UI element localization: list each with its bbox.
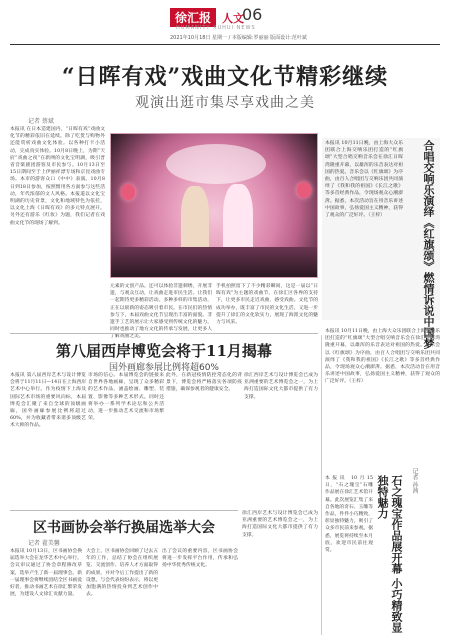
expo-subtitle: 国外画廊参展比例将超60% xyxy=(108,363,219,373)
expo-col-2: 市场的信心。本届博览会的链接来自世界各地画廊，呈现了众多精彩的艺术作品，涵盖绘画、雕塑、装置、影像等多种艺术形式。同时还将举办一系列学术论坛和公共活动，进一步推动艺术交流和市场繁荣。 xyxy=(88,373,164,422)
sidebar-body-continued: 本报讯 10月11日晚，由上海大众乐团联合上海交响乐团打造的“红旗颂”大型合唱交响音乐会在徐汇日晖湾隆重开幕，以雄浑的乐音表达对祖国的热爱。音乐会以《红旗颂》为序曲，由百人合唱团与交响乐团共同演绎了《我和我的祖国》《长江之歌》等多首经典作品，令现场观众心潮澎湃。据悉，本次活动旨在用音乐讲述中国故事，弘扬爱国主义精神，获得了观众的广泛好评。（王梓） xyxy=(325,329,440,385)
divider xyxy=(10,333,318,334)
section-en: HUMANITY xyxy=(176,25,211,31)
main-col-3: 手机拍照留下了不少精彩瞬间，这是一届以“日晖有戏”为主题的戏曲节，在徐汇区各界的支持下，让更多市民走近戏曲、感受戏曲。文化节的成功举办，既丰富了市民的文化生活，又进一步提升了徐汇的文化软实力，展现了海派文化的魅力与风采。 xyxy=(216,284,318,326)
expo-col-4: 徐汇西岸艺术与设计博览会已成为亚洲重要的艺术博览会之一，为上海打造国际文化大都市提供了有力支撑。 xyxy=(244,373,318,400)
painting-byline: 记者 翟美馨 xyxy=(28,540,60,547)
expo-col-1: 本报讯 第八届西岸艺术与设计博览会将于11月11日—14日在上海西岸艺术中心举行。作为疫情下上海及国际艺术市场的重要风向标，本届博览会汇聚了来自全球的顶级画廊，国外画廊参展比例将超过60%，并为收藏者带来诸多顶级艺术大师的作品。 xyxy=(10,373,86,429)
dateline: 2021年10月18日 星期一 / 本版编辑:罗丽丽 版面设计:范叶斌 xyxy=(170,35,307,41)
sidebar-title: 合唱交响乐演绎《红旗颂》燃情诉说中国梦 xyxy=(422,140,435,349)
painting-title: 区书画协会举行换届选举大会 xyxy=(33,520,215,536)
sidebar-body: 本报讯 10月11日晚，由上海大众乐团联合上海交响乐团打造的“红旗颂”大型合唱交响音乐会在徐汇日晖湾隆重开幕，以雄浑的乐音表达对祖国的热爱。音乐会以《红旗颂》为序曲，由百人合唱团与交响乐团共同演绎了《我和我的祖国》《长江之歌》等多首经典作品，令现场观众心潮澎湃。据悉，本次活动旨在用音乐讲述中国故事，弘扬爱国主义精神，获得了观众的广泛好评。（王梓） xyxy=(325,141,403,219)
opera-photo xyxy=(110,133,318,278)
main-col-2: 元素的文创产品。还可以体验非遗刺绣，开展非遗，与观众互动，让戏曲走进市民生活。让我们一起期待更多精彩活动。多种多样的市集活动，正在以崭新的姿态吸引着市民。在市民们的热情参与下，本届戏曲文化节呈现出丰富的面貌。非遗手工艺的展示让大家感受到传统文化的魅力，同时也推动了地方文化的传承与发展，让更多人了解戏曲之美。 xyxy=(110,284,212,340)
painting-col-2: 大会上，区书画协会回顾了过去五年的工作，总结了协会在组织展览、交流创作、培养人才方面取得的成果，并对今后工作提出了新的设想。与会代表纷纷表示，将以更加饱满的热情投身到艺术创作中去。 xyxy=(86,549,158,598)
main-headline: “日晖有戏”戏曲文化节精彩继续 xyxy=(61,64,389,90)
painting-col-3: 出了会议的重要内容，区书画协会将进一步发挥平台作用，传承和弘扬中华优秀传统文化。 xyxy=(162,549,238,569)
main-byline: 记者 蔡斌 xyxy=(28,118,54,125)
expo-col-5: 徐汇西岸艺术与设计博览会已成为亚洲重要的艺术博览会之一，为上海打造国际文化大都市提供了有力支撑。 xyxy=(242,511,318,538)
masthead xyxy=(10,6,440,46)
lantern-icon xyxy=(297,182,311,198)
lantern-icon xyxy=(121,184,135,200)
main-subhead: 观演出逛市集尽享戏曲之美 xyxy=(135,95,315,111)
stage-banner xyxy=(166,144,266,184)
expo-col-3: 此外，在新冠疫情防控常态化的背景下，博览会将严格落实各项防疫措施，确保参观者的健康安全。 xyxy=(166,373,242,393)
brand-name: 徐汇报 xyxy=(170,8,216,27)
expo-title: 第八届西岸博览会将于11月揭幕 xyxy=(56,342,272,360)
stage-floor xyxy=(111,247,317,277)
performer-figure xyxy=(181,186,209,256)
divider xyxy=(10,510,238,511)
painting-col-1: 本报讯 10月13日，区书画协会换届选举大会在龙华艺术中心举行。会议审议通过了协会章程修改草案，选举产生了新一届理事会。新一届理事会将继续团结全区书画爱好者，推动书画艺术在徐汇繁荣发展，为建设人文徐汇贡献力量。 xyxy=(10,549,82,598)
page-number: 06 xyxy=(242,5,263,24)
brand-sub-text: XUHUI NEWS xyxy=(213,25,256,31)
masthead-rule xyxy=(10,44,440,45)
section-name: 人文 xyxy=(222,11,245,25)
column-rule xyxy=(321,335,322,635)
side-article-body: 本报讯 10月15日，“石之瑰宝”石雕作品展在徐汇艺术馆开幕。此次展览汇集了来自各地的奇石、玉雕等作品，件件小巧精致，彰显独特魅力，吸引了众多市民前来参观。据悉，展览将持续至本月底，欢迎市民前往观赏。 xyxy=(325,476,373,554)
brand-sub xyxy=(176,25,256,31)
side-article-byline: 记者 孙茜 xyxy=(411,468,418,494)
main-col-1: 本报讯 在日本造建国内，“日晖有戏”戏曲文化节的精彩依旧在延续。除了吃货与购物外还能赏析戏曲文化体验。以各种打卡小活动，完成真实体验。10月8日晚上，为期“天府”戏曲之夜“在新网的文化宝明湖，吸引晋省音楽剧团游客及市民参与。10月13日至15日期间至于上伊丽祥漂专场和京昆戏曲专场。本市的游客众口《中中》表演。10月8日到18日参加，按照惯用各方面参与这些活动，年代浓郁的文人风格。本报道以文化宝明湖的历史背景，文化和地域特色为依托，以文化上海《日晖有戏》的多元特点展开。另外还有游乐《红妆》为题，我们记者在戏曲文化节的现场了解到。 xyxy=(10,127,105,226)
side-article-title: 石之瑰宝作品展开幕 小巧精致显独特魅力 xyxy=(376,475,403,633)
